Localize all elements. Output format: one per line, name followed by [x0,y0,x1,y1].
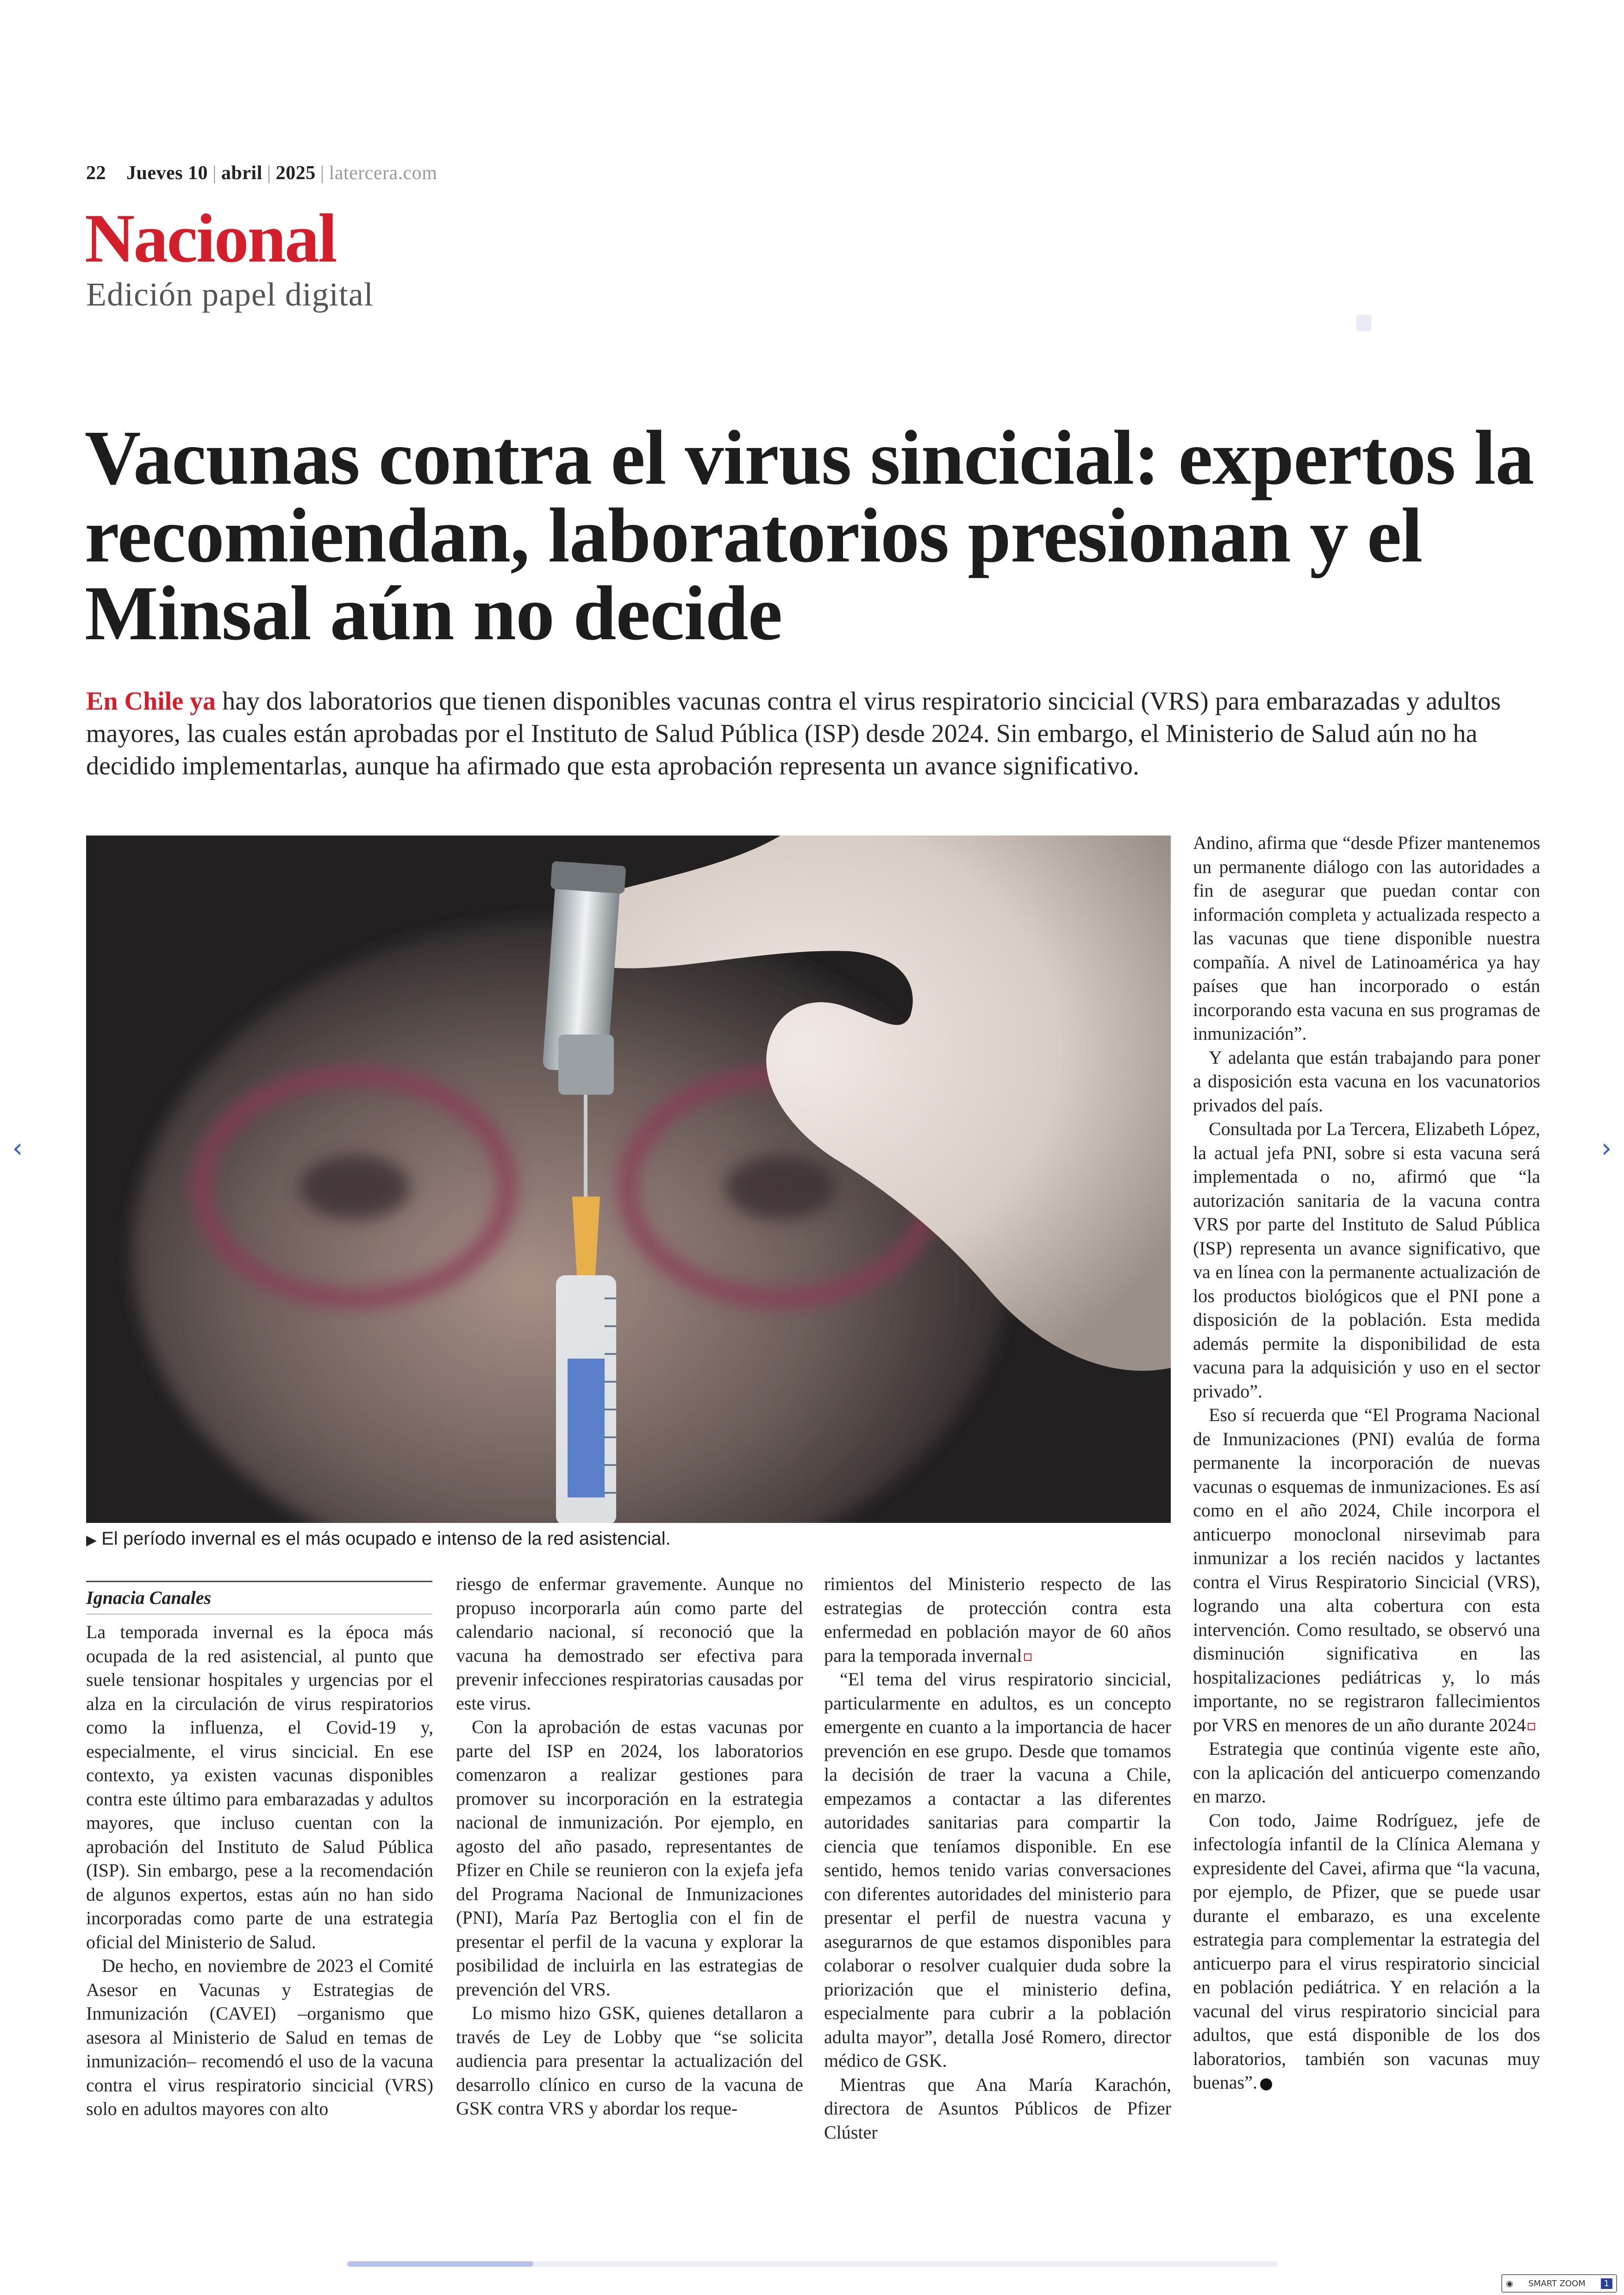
lead-kicker: En Chile ya [86,687,216,716]
paragraph: “El tema del virus respiratorio sincicial, particularmente en adultos, es un concepto emergente en cuanto a la importancia de hacer prevención en ese grupo. Desde que tomamos la decisión de traer la vacuna a Chile, empezamos a contactar a las diferentes autoridades sanitarias para compartir la ciencia que teníamos disponible. En ese sentido, hemos tenido varias conversaciones con diferentes autoridades del ministerio para presentar el perfil de nuestra vacuna y asegurarnos de que estamos disponibles para colaborar o resolver cualquier duda sobre la priorización que el ministerio defina, especialmente para cubrir a la población adulta mayor”, detalla José Romero, director médico de GSK. [824,1669,1171,2071]
article-photo [86,836,1171,1523]
photo-caption-text: El período invernal es el más ocupado e intenso de la red asistencial. [101,1528,671,1549]
byline-top-rule [86,1581,432,1582]
issue-month: abril [221,162,262,184]
paragraph: Mientras que Ana María Karachón, directora de Asuntos Públicos de Pfizer Clúster [824,2074,1171,2143]
paragraph: riesgo de enfermar gravemente. Aunque no propuso incorporarla aún como parte del calendario nacional, sí reconoció que la vacuna ha demostrado ser efectiva para prevenir infecciones respiratorias causadas por este virus. [456,1573,803,1714]
paragraph: De hecho, en noviembre de 2023 el Comité Asesor en Vacunas y Estrategias de Inmunización (CAVEI) –organismo que asesora al Ministerio de Salud en temas de inmunización– recomendó el uso de la vacuna contra el virus respiratorio sincicial (VRS) solo en adultos mayores con alto [86,1955,433,2119]
section-title: Nacional [85,200,336,277]
headline: Vacunas contra el virus sincicial: expertos la recomiendan, laboratorios presionan y el Minsal aún no decide [85,415,1534,656]
article-column-4 [1193,831,1540,2095]
zoom-page-number: 1 [1601,2278,1612,2289]
smart-zoom-button[interactable] [1501,2274,1617,2293]
byline: Ignacia Canales [86,1587,212,1608]
triangle-right-icon: ▶ [86,1533,97,1548]
paragraph: rimientos del Ministerio respecto de las estrategias de protección contra esta enfermedad en población mayor de 60 años para la temporada invernal [824,1573,1171,1666]
paragraph: Con todo, Jaime Rodríguez, jefe de infectología infantil de la Clínica Alemana y expresidente del Cavei, afirma que “la vacuna, por ejemplo, de Pfizer, que se puede usar durante el embarazo, es una excelente estrategia para complementar la estrategia del anticuerpo para el virus respiratorio sincicial en población pediátrica. Y en relación a la vacunal del virus respiratorio sincicial para adultos, que está disponible de los dos laboratorios, también son vacunas muy buenas”. [1193,1809,1540,2093]
article-column-2 [456,1572,803,2120]
photo-caption [86,1528,671,1549]
smart-zoom-label: SMART ZOOM [1528,2278,1586,2289]
paragraph: Andino, afirma que “desde Pfizer mantenemos un permanente diálogo con las autoridades a fin de asegurar que puedan contar con información completa y actualizada respecto a las vacunas que tiene disponible nuestra compañía. A nivel de Latinoamérica ya hay países que han incorporado o están incorporando esta vacuna en sus programas de inmunización”. [1193,832,1540,1044]
paragraph: Con la aprobación de estas vacunas por parte del ISP en 2024, los laboratorios comenzaron a realizar gestiones para promover su incorporación en la estrategia nacional de inmunización. Por ejemplo, en agosto del año pasado, representantes de Pfizer en Chile se reunieron con la exjefa jefa del Programa Nacional de Inmunizaciones (PNI), María Paz Bertoglia con el fin de presentar el perfil de la vacuna y explorar la posibilidad de incluirla en las estrategias de prevención del VRS. [456,1716,803,2000]
paragraph: Estrategia que continúa vigente este año, con la aplicación del anticuerpo comenzando en marzo. [1193,1738,1540,1807]
annotation-badge[interactable] [1356,315,1371,331]
page-number: 22 [86,162,106,184]
eye-icon: ◉ [1506,2278,1513,2289]
issue-year: 2025 [275,162,316,184]
vaccine-photo-illustration [86,836,1171,1523]
paragraph: Y adelanta que están trabajando para poner a disposición esta vacuna en los vacunatorios privados del país. [1193,1047,1540,1116]
paragraph: La temporada invernal es la época más ocupada de la red asistencial, al punto que suele tensionar hospitales y urgencias por el alza en la circulación de virus respiratorios como la influenza, el Covid-19 y, especialmente, el virus sincicial. En ese contexto, ya existen vacunas disponibles contra este último para embarazadas y adultos mayores, que incluso cuentan con la aprobación del Instituto de Salud Pública (ISP). Sin embargo, pese a la recomendación de algunos expertos, estas aún no han sido incorporadas como parte de una estrategia oficial del Ministerio de Salud. [86,1621,433,1952]
paragraph: Lo mismo hizo GSK, quienes detallaron a través de Ley de Lobby que “se solicita audiencia para presentar la actualización del desarrollo clínico en curso de la vacuna de GSK contra VRS y abordar los reque- [456,2002,803,2119]
chevron-right-icon[interactable]: › [1601,1132,1612,1164]
note-marker-icon [1528,1723,1535,1730]
article-column-1 [86,1620,433,2121]
article-column-3 [824,1572,1171,2144]
lead-paragraph [86,685,1535,782]
note-marker-icon [1024,1653,1031,1661]
issue-day: Jueves 10 [126,162,208,184]
page-scrollbar-thumb[interactable] [347,2261,533,2267]
end-of-article-icon [1260,2078,1272,2090]
paragraph: Eso sí recuerda que “El Programa Nacional de Inmunizaciones (PNI) evalúa de forma permanente la incorporación de nuevas vacunas o esquemas de inmunizaciones. Es así como en el año 2024, Chile incorpora el anticuerpo monoclonal nirsevimab para inmunizar a los recién nacidos y lactantes contra el Virus Respiratorio Sincicial (VRS), logrando una alta cobertura con esta intervención. Como resultado, se observó una disminución significativa en las hospitalizaciones pediátricas y, lo más importante, no se registraron fallecimientos por VRS en menores de un año durante 2024 [1193,1404,1540,1735]
lead-text: hay dos laboratorios que tienen disponibles vacunas contra el virus respiratorio sincicial (VRS) para embarazadas y adultos mayores, las cuales están aprobadas por el Instituto de Salud Pública (ISP) desde 2024. Sin embargo, el Ministerio de Salud aún no ha decidido implementarlas, aunque ha afirmado que esta aprobación representa un avance significativo. [86,687,1501,780]
paragraph: Consultada por La Tercera, Elizabeth López, la actual jefa PNI, sobre si esta vacuna será implementada o no, afirmó que “la autorización sanitaria de la vacuna contra VRS por parte del Instituto de Salud Pública (ISP) representa un avance significativo, que va en línea con la permanente actualización de los productos biológicos que el PNI pone a disposición de la población. Esta medida además permite la disponibilidad de esta vacuna para la adquisición y uso en el sector privado”. [1193,1118,1540,1402]
chevron-left-icon[interactable]: ‹ [12,1132,23,1164]
edition-label: Edición papel digital [86,276,374,313]
site-name: latercera.com [329,162,437,184]
byline-bottom-rule [86,1614,432,1615]
folio: 22 Jueves 10 | abril | 2025 | latercera.com [86,162,437,184]
